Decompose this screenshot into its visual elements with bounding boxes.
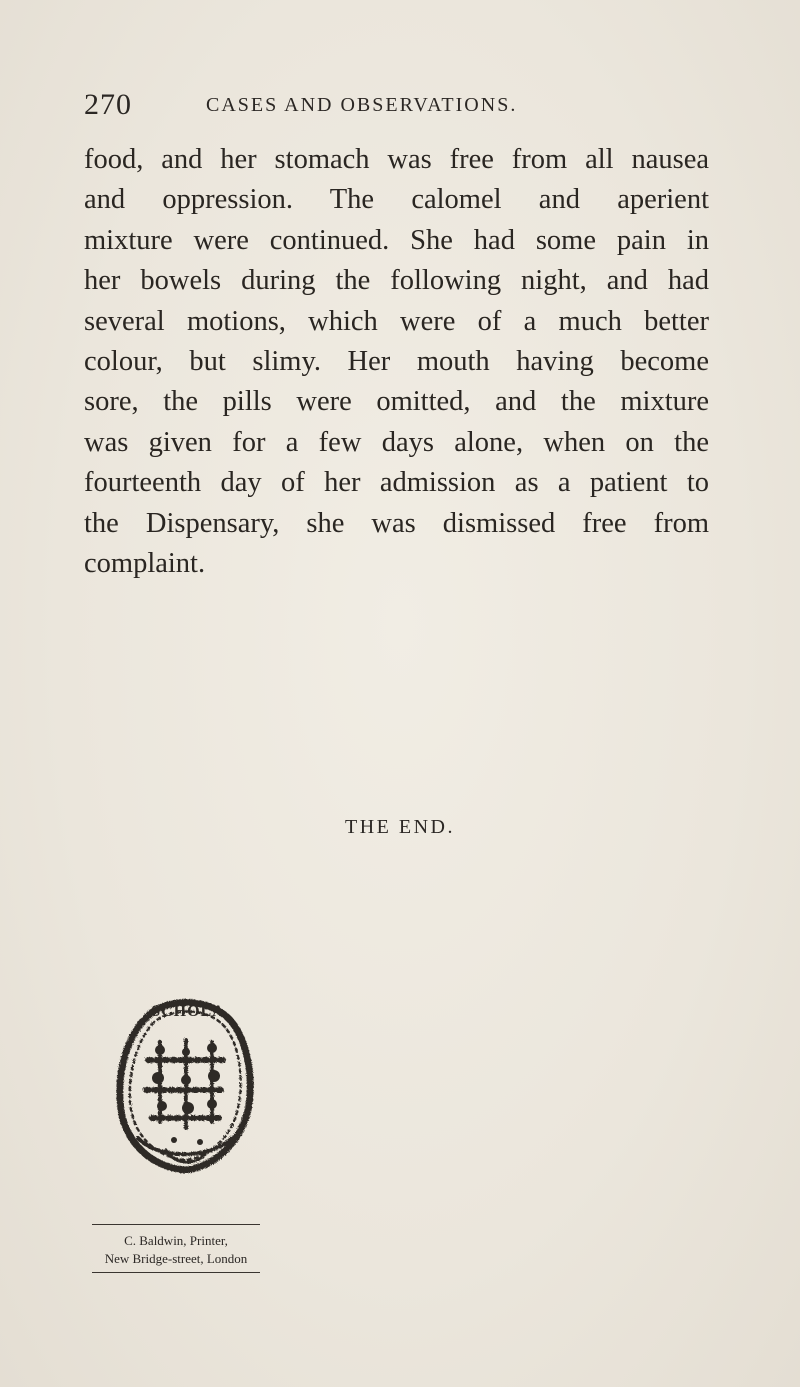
text-line: sore, the pills were omitted, and the mixture [84, 386, 709, 418]
the-end-mark: THE END. [345, 816, 455, 838]
text-line: complaint. [84, 548, 206, 580]
text-line: fourteenth day of her admission as a patient to [84, 467, 709, 499]
running-head [84, 88, 724, 128]
text-line: and oppression. The calomel and aperient [84, 184, 709, 216]
text-line: was given for a few days alone, when on the [84, 426, 709, 458]
text-line: colour, but slimy. Her mouth having become [84, 346, 709, 378]
text-line: several motions, which were of a much better [84, 305, 709, 337]
printer-address: New Bridge-street, London [104, 1251, 248, 1266]
text-line: the Dispensary, she was dismissed free from [84, 507, 709, 539]
text-line: food, and her stomach was free from all nausea [84, 144, 709, 175]
page-number: 270 [84, 88, 132, 121]
body-paragraph [84, 140, 709, 584]
imprint-rule-bottom [92, 1272, 260, 1273]
text-line: mixture were continued. She had some pain in [84, 224, 709, 256]
text-line: her bowels during the following night, and had [84, 265, 709, 297]
running-title: CASES AND OBSERVATIONS. [206, 94, 518, 116]
imprint-rule-top [92, 1224, 260, 1225]
printer-seal-icon [108, 990, 260, 1176]
seal-lettering: SCHOLA [151, 1003, 225, 1020]
printer-name: C. Baldwin, Printer, [124, 1233, 228, 1248]
